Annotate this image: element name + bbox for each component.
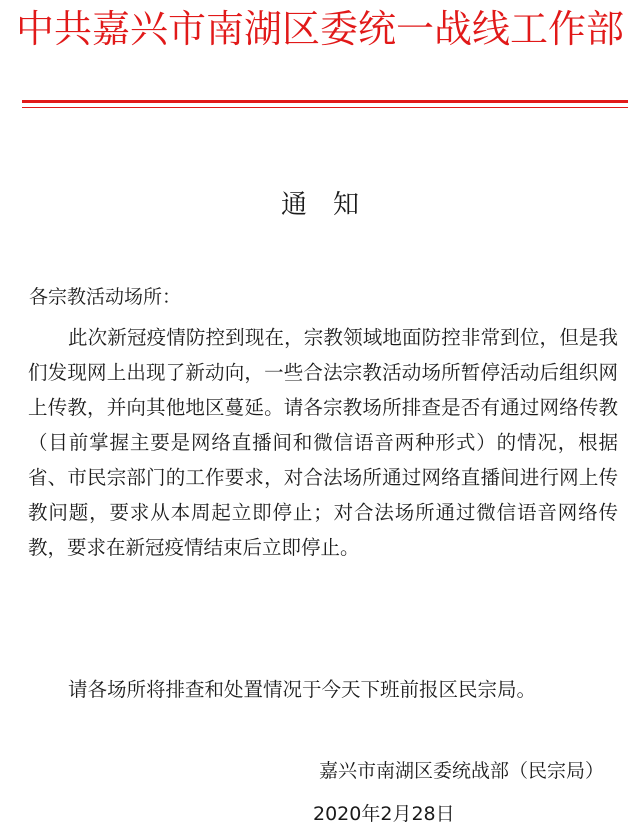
salutation: 各宗教活动场所： [29, 286, 182, 308]
signature-date: 2020年2月28日 [313, 803, 455, 825]
notice-title: 通知 [280, 190, 385, 220]
signature-issuer: 嘉兴市南湖区委统战部（民宗局） [318, 760, 604, 782]
document-header-title: 中共嘉兴市南湖区委统一战线工作部 [15, 7, 624, 51]
body-paragraph-1: 此次新冠疫情防控到现在，宗教领域地面防控非常到位，但是我们发现网上出现了新动向，一些合法宗教活动场所暂停活动后组织网上传教，并向其他地区蔓延。请各宗教场所排查是否有通过网络传教（目前掌握主要是网络直播间和微信语音两种形式）的情况，根据省、市民宗部门的工作要求，对合法场所通过网络直播间进行网上传教问题，要求从本周起立即停止；对合法场所通过微信语音网络传教，要求在新冠疫情结束后立即停止。 [28, 326, 618, 559]
header-divider-thin [22, 107, 628, 108]
header-divider-thick [22, 100, 628, 103]
body-paragraph-2: 请各场所将排查和处置情况于今天下班前报区民宗局。 [68, 678, 537, 701]
